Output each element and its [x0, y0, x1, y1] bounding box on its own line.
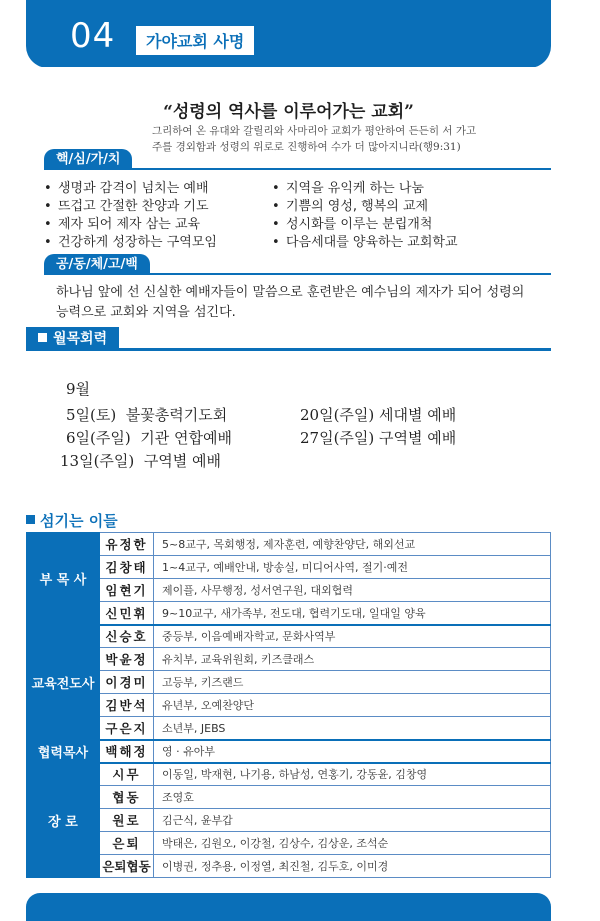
vision-line: 하나님 앞에 선 신실한 예배자들이 말씀으로 훈련받은 예수님의 제자가 되어 성령의	[56, 285, 525, 300]
calendar-month: 9월	[66, 380, 91, 398]
section-heading	[70, 10, 370, 60]
verse-line: 그리하여 온 유대와 갈릴리와 사마리아 교회가 평안하여 든든히 서 가고	[152, 125, 477, 137]
staff-duty: 박태은, 김원오, 이강철, 김상수, 김상운, 조석순	[154, 832, 551, 855]
group-label: 부 목 사	[27, 533, 100, 625]
staff-duty: 영 · 유아부	[154, 740, 551, 763]
group-label: 교육전도사	[27, 625, 100, 740]
vision-label: 공/동/체/고/백	[44, 254, 150, 275]
list-item: • 건강하게 성장하는 구역모임	[44, 235, 217, 250]
staff-table	[26, 532, 551, 878]
core-values-left	[44, 180, 284, 252]
calendar-event: 20일(주일) 세대별 예배	[300, 406, 457, 424]
core-values-header	[44, 149, 551, 170]
table-row	[27, 740, 551, 763]
table-row	[27, 602, 551, 625]
staff-name: 은퇴협동	[100, 855, 154, 878]
group-label: 협력목사	[27, 740, 100, 763]
list-item: • 생명과 감격이 넘치는 예배	[44, 181, 209, 196]
staff-duty: 이동일, 박재현, 나기용, 하남성, 연홍기, 강동윤, 김창영	[154, 763, 551, 786]
staff-duty: 제이플, 사무행정, 성서연구원, 대외협력	[154, 579, 551, 602]
staff-name: 신승호	[100, 625, 154, 648]
list-item: • 뜨겁고 간절한 찬양과 기도	[44, 199, 209, 214]
calendar-title: 월목회력	[26, 327, 119, 351]
table-row	[27, 855, 551, 878]
staff-title: 섬기는 이들	[26, 510, 118, 531]
table-row	[27, 533, 551, 556]
vision-line: 능력으로 교회와 지역을 섬긴다.	[56, 305, 236, 320]
table-row	[27, 648, 551, 671]
table-row	[27, 579, 551, 602]
staff-duty: 중등부, 이음예배자학교, 문화사역부	[154, 625, 551, 648]
table-row	[27, 786, 551, 809]
staff-duty: 이병권, 정추용, 이정열, 최진철, 김두호, 이미경	[154, 855, 551, 878]
staff-duty: 9~10교구, 새가족부, 전도대, 협력기도대, 일대일 양육	[154, 602, 551, 625]
vision-header	[44, 254, 551, 275]
calendar-section-header	[26, 327, 551, 351]
staff-name: 협동	[100, 786, 154, 809]
calendar-event: 5일(토) 불꽃총력기도회	[66, 406, 228, 424]
staff-name: 유정한	[100, 533, 154, 556]
calendar-event: 13일(주일) 구역별 예배	[60, 452, 222, 470]
square-bullet-icon	[38, 333, 47, 342]
staff-name: 신민휘	[100, 602, 154, 625]
calendar-event: 27일(주일) 구역별 예배	[300, 429, 457, 447]
list-item: • 지역을 유익케 하는 나눔	[272, 181, 424, 196]
staff-name: 김창태	[100, 556, 154, 579]
mission-card	[26, 67, 551, 320]
staff-name: 이경미	[100, 671, 154, 694]
staff-duty: 1~4교구, 예배안내, 방송실, 미디어사역, 절기·예전	[154, 556, 551, 579]
staff-name: 은퇴	[100, 832, 154, 855]
staff-duty: 유년부, 오예찬양단	[154, 694, 551, 717]
table-row	[27, 809, 551, 832]
section-number: 04	[70, 16, 116, 56]
staff-duty: 김근식, 윤부갑	[154, 809, 551, 832]
staff-duty: 소년부, JEBS	[154, 717, 551, 740]
table-row	[27, 694, 551, 717]
list-item: • 다음세대를 양육하는 교회학교	[272, 235, 458, 250]
staff-name: 박윤정	[100, 648, 154, 671]
motto: “성령의 역사를 이루어가는 교회”	[163, 102, 414, 122]
core-values-label: 핵/심/가/치	[44, 149, 132, 170]
table-row	[27, 763, 551, 786]
staff-name: 원로	[100, 809, 154, 832]
verse-line: 주를 경외함과 성령의 위로로 진행하여 수가 더 많아지니라(행9:31)	[152, 141, 461, 153]
staff-duty: 조영호	[154, 786, 551, 809]
staff-duty: 고등부, 키즈랜드	[154, 671, 551, 694]
staff-name: 구은지	[100, 717, 154, 740]
square-bullet-icon	[26, 515, 35, 524]
list-item: • 성시화를 이루는 분립개척	[272, 217, 433, 232]
table-row	[27, 717, 551, 740]
footer-bar	[26, 893, 551, 921]
vision-text	[56, 283, 536, 323]
table-row	[27, 671, 551, 694]
staff-name: 김반석	[100, 694, 154, 717]
section-title: 가야교회 사명	[136, 26, 254, 55]
staff-name: 임현기	[100, 579, 154, 602]
list-item: • 제자 되어 제자 삼는 교육	[44, 217, 201, 232]
table-row	[27, 625, 551, 648]
staff-name: 백해정	[100, 740, 154, 763]
staff-duty: 유치부, 교육위원회, 키즈클래스	[154, 648, 551, 671]
table-row	[27, 556, 551, 579]
group-label: 장 로	[27, 763, 100, 878]
section-header	[26, 0, 551, 68]
staff-name: 시무	[100, 763, 154, 786]
table-row	[27, 832, 551, 855]
calendar-event: 6일(주일) 기관 연합예배	[66, 429, 232, 447]
list-item: • 기쁨의 영성, 행복의 교제	[272, 199, 429, 214]
core-values-right	[272, 180, 512, 252]
staff-duty: 5~8교구, 목회행정, 제자훈련, 예향찬양단, 해외선교	[154, 533, 551, 556]
